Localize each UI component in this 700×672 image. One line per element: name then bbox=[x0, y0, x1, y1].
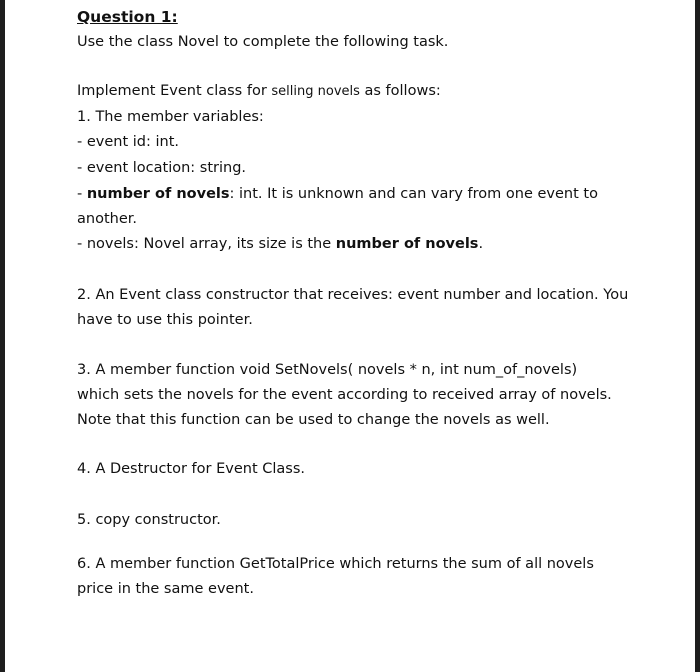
var-novels: - novels: Novel array, its size is the number of novels. bbox=[77, 236, 484, 252]
item-1: 1. The member variables: bbox=[77, 109, 264, 125]
implement-text: Implement Event class for selling novels as follows: bbox=[77, 83, 441, 99]
item-2-line-2: have to use this pointer. bbox=[77, 312, 253, 328]
item-3-line-2: which sets the novels for the event according to received array of novels. bbox=[77, 387, 612, 403]
item-3-line-1: 3. A member function void SetNovels( novels * n, int num_of_novels) bbox=[77, 362, 578, 378]
item-3-line-3: Note that this function can be used to change the novels as well. bbox=[77, 412, 550, 428]
var-event-location: - event location: string. bbox=[77, 160, 247, 176]
intro-text: Use the class Novel to complete the following task. bbox=[77, 34, 449, 50]
document-page bbox=[5, 0, 695, 672]
question-title: Question 1: bbox=[77, 8, 178, 26]
item-6-line-1: 6. A member function GetTotalPrice which returns the sum of all novels bbox=[77, 556, 594, 572]
var-number-of-novels: - number of novels: int. It is unknown and can vary from one event to bbox=[77, 186, 598, 202]
item-2-line-1: 2. An Event class constructor that receives: event number and location. You bbox=[77, 287, 629, 303]
item-4: 4. A Destructor for Event Class. bbox=[77, 461, 305, 477]
item-6-line-2: price in the same event. bbox=[77, 581, 254, 597]
item-5: 5. copy constructor. bbox=[77, 512, 221, 528]
var-event-id: - event id: int. bbox=[77, 134, 179, 150]
var-number-of-novels-cont: another. bbox=[77, 211, 137, 227]
